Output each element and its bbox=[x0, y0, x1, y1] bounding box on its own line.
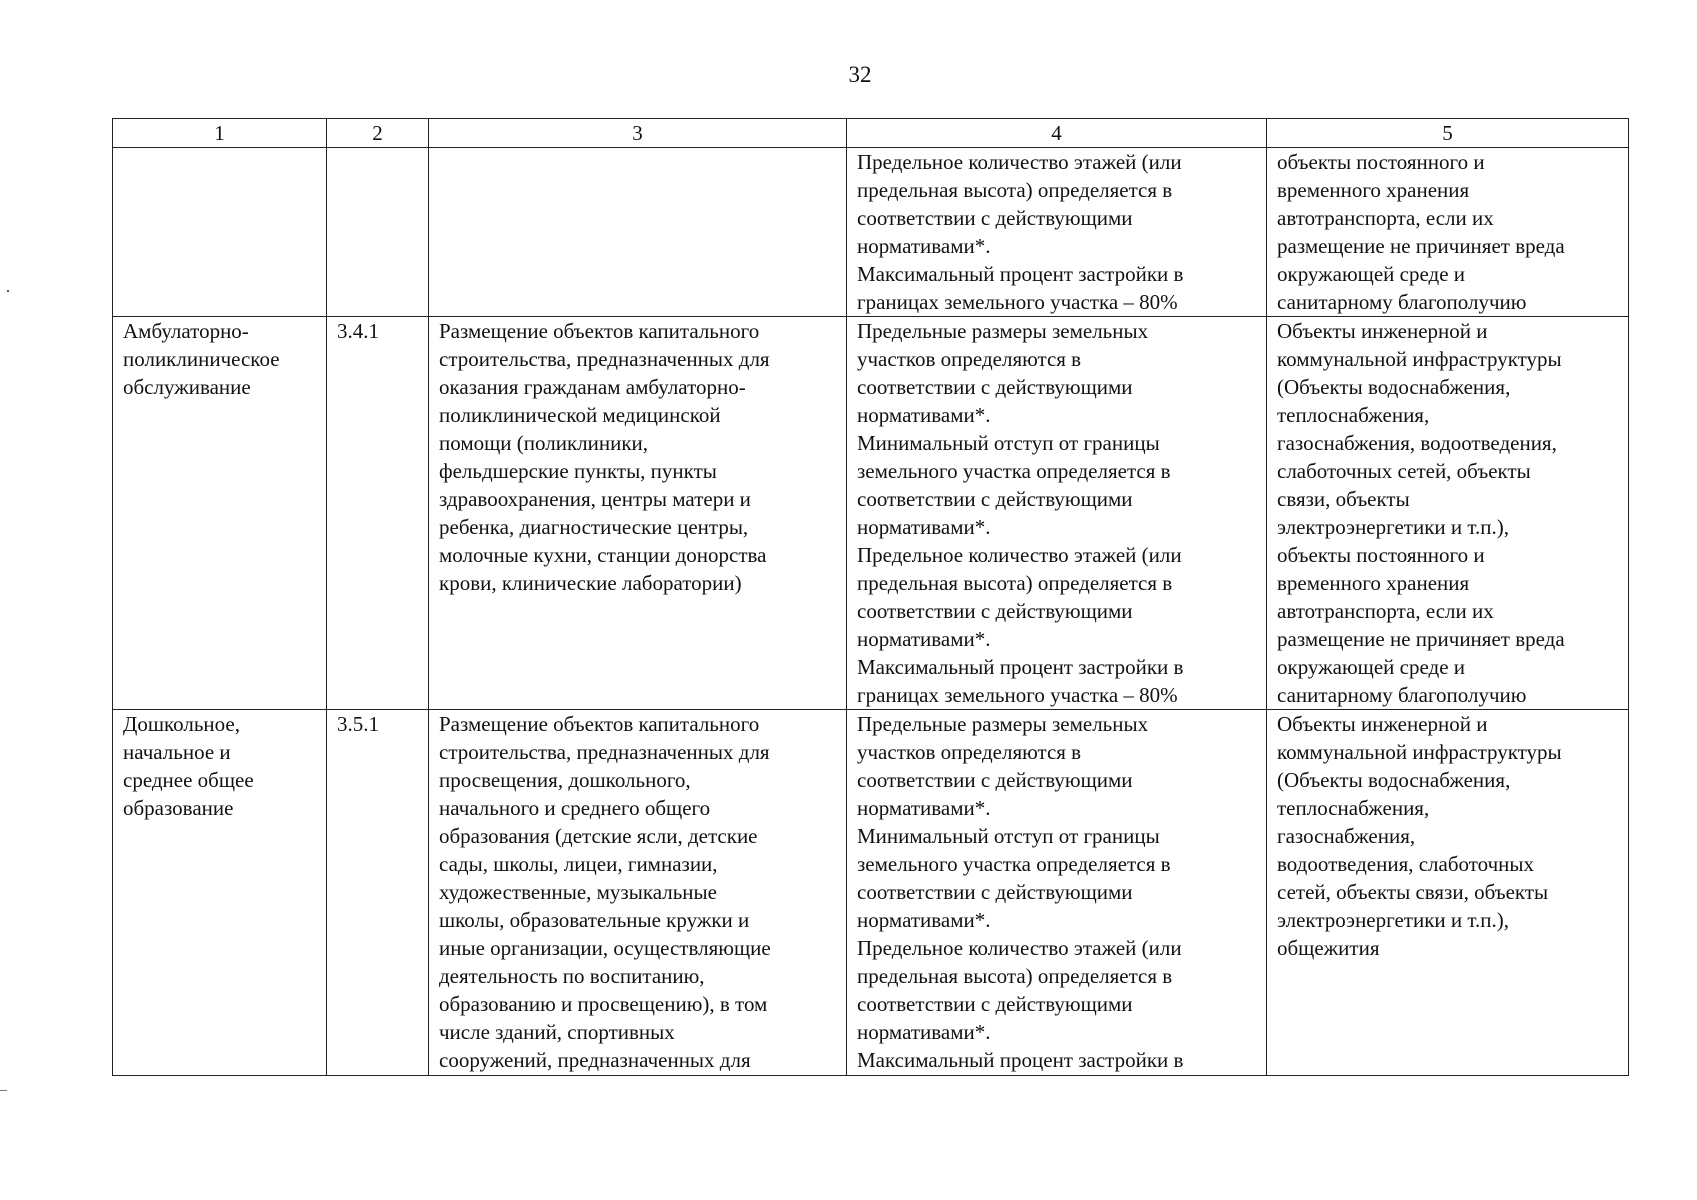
table-row bbox=[113, 148, 1629, 317]
column-header-1: 1 bbox=[113, 119, 327, 148]
column-header-4: 4 bbox=[847, 119, 1267, 148]
use-code-cell: 3.4.1 bbox=[327, 317, 429, 710]
column-header-3: 3 bbox=[429, 119, 847, 148]
use-name-cell: Дошкольное, начальное и среднее общее образование bbox=[113, 710, 327, 1076]
column-header-2: 2 bbox=[327, 119, 429, 148]
accessory-uses-cell: Объекты инженерной и коммунальной инфраструктуры (Объекты водоснабжения, теплоснабжения, газоснабжения, водоотведения, слаботочных сетей, объекты связи, объекты электроэнергетики и т.п.), объекты постоянного и временного хранения автотранспорта, если их размещение не причиняет вреда окружающей среде и санитарному благополучию bbox=[1267, 317, 1629, 710]
accessory-uses-cell: объекты постоянного и временного хранения автотранспорта, если их размещение не причиняет вреда окружающей среде и санитарному благополучию bbox=[1267, 148, 1629, 317]
use-name-cell bbox=[113, 148, 327, 317]
use-name-cell: Амбулаторно- поликлиническое обслуживание bbox=[113, 317, 327, 710]
parameters-cell: Предельное количество этажей (или предельная высота) определяется в соответствии с действующими нормативами*. Максимальный процент застройки в границах земельного участка – 80% bbox=[847, 148, 1267, 317]
land-use-regulations-table bbox=[112, 118, 1629, 1076]
use-code-cell bbox=[327, 148, 429, 317]
use-code-cell: 3.5.1 bbox=[327, 710, 429, 1076]
parameters-cell: Предельные размеры земельных участков определяются в соответствии с действующими нормативами*. Минимальный отступ от границы земельного участка определяется в соответствии с действующими нормативами*. Предельное количество этажей (или предельная высота) определяется в соответствии с действующими нормативами*. Максимальный процент застройки в границах земельного участка – 80% bbox=[847, 317, 1267, 710]
use-description-cell: Размещение объектов капитального строительства, предназначенных для оказания гражданам амбулаторно- поликлинической медицинской помощи (поликлиники, фельдшерские пункты, пункты здравоохранения, центры матери и ребенка, диагностические центры, молочные кухни, станции донорства крови, клинические лаборатории) bbox=[429, 317, 847, 710]
scan-speck bbox=[7, 290, 9, 292]
use-description-cell: Размещение объектов капитального строительства, предназначенных для просвещения, дошкольного, начального и среднего общего образования (детские ясли, детские сады, школы, лицеи, гимназии, художественные, музыкальные школы, образовательные кружки и иные организации, осуществляющие деятельность по воспитанию, образованию и просвещению), в том числе зданий, спортивных сооружений, предназначенных для bbox=[429, 710, 847, 1076]
use-description-cell bbox=[429, 148, 847, 317]
column-header-5: 5 bbox=[1267, 119, 1629, 148]
parameters-cell: Предельные размеры земельных участков определяются в соответствии с действующими нормативами*. Минимальный отступ от границы земельного участка определяется в соответствии с действующими нормативами*. Предельное количество этажей (или предельная высота) определяется в соответствии с действующими нормативами*. Максимальный процент застройки в bbox=[847, 710, 1267, 1076]
page-number: 32 bbox=[848, 62, 872, 87]
scan-edge-line bbox=[0, 1090, 7, 1091]
column-number-header-row bbox=[113, 119, 1629, 148]
table-row bbox=[113, 317, 1629, 710]
accessory-uses-cell: Объекты инженерной и коммунальной инфраструктуры (Объекты водоснабжения, теплоснабжения, газоснабжения, водоотведения, слаботочных сетей, объекты связи, объекты электроэнергетики и т.п.), общежития bbox=[1267, 710, 1629, 1076]
table-row bbox=[113, 710, 1629, 1076]
